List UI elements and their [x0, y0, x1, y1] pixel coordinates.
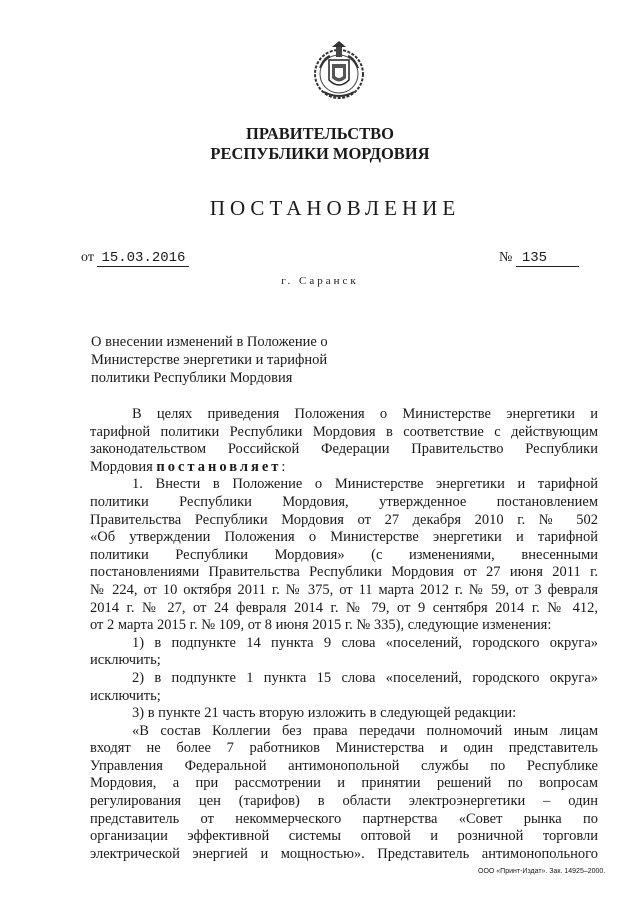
- subject-line: политики Республики Мордовия: [91, 370, 293, 386]
- date-line: [81, 250, 189, 266]
- subject-line: О внесении изменений в Положение о: [91, 334, 328, 350]
- body-line: Управления Федеральной антимонопольной службы по Республике: [90, 757, 598, 774]
- body-text: Мордовия: [90, 458, 153, 475]
- number-prefix: №: [499, 250, 513, 265]
- body-line: Правительства Республики Мордовия от 27 декабря 2010 г. № 502: [90, 511, 598, 528]
- date-value: 15.03.2016: [97, 250, 189, 267]
- resolves-keyword: постановляет: [156, 458, 282, 475]
- city-name: г. Саранск: [281, 275, 359, 287]
- body-line: входят не более 7 работников Министерства и один представитель: [90, 740, 598, 757]
- document-body: [90, 406, 598, 863]
- body-line: исключить;: [90, 652, 161, 669]
- coat-of-arms-emblem: [310, 38, 368, 102]
- body-line: организации эффективной системы оптовой и розничной торговли: [90, 828, 598, 845]
- body-line: от 2 марта 2015 г. № 109, от 8 июня 2015 г. № 335), следующие изменения:: [90, 617, 552, 634]
- document-subject: [91, 333, 391, 387]
- number-line: [499, 250, 579, 266]
- body-line: политики Республики Мордовия, утвержденное постановлением: [90, 493, 598, 510]
- body-line: Мордовия, а при рассмотрении и принятии решений по вопросам: [90, 775, 598, 792]
- body-line: представитель от некоммерческого партнерства «Совет рынка по: [90, 810, 598, 827]
- date-prefix: от: [81, 250, 94, 265]
- government-title-line2: РЕСПУБЛИКИ МОРДОВИЯ: [210, 144, 430, 163]
- body-line: 2014 г. № 27, от 24 февраля 2014 г. № 79, от 9 сентября 2014 г. № 412,: [90, 599, 598, 616]
- body-text: :: [281, 458, 286, 475]
- document-type: ПОСТАНОВЛЕНИЕ: [209, 196, 461, 220]
- body-line: регулирования цен (тарифов) в области электроэнергетики – один: [90, 793, 598, 810]
- body-line: «Об утверждении Положения о Министерстве энергетики и тарифной: [90, 529, 598, 546]
- body-line: 2) в подпункте 1 пункта 15 слова «поселений, городского округа»: [132, 669, 598, 686]
- body-line: 3) в пункте 21 часть вторую изложить в следующей редакции:: [132, 705, 517, 722]
- body-line: 1. Внести в Положение о Министерстве энергетики и тарифной: [132, 476, 598, 493]
- body-line: законодательством Российской Федерации Правительство Республики: [90, 441, 598, 458]
- body-line: [90, 459, 598, 477]
- body-line: В целях приведения Положения о Министерстве энергетики и: [132, 406, 598, 422]
- body-line: «В состав Коллегии без права передачи полномочий иным лицам: [132, 722, 598, 739]
- body-line: тарифной политики Республики Мордовия в соответствие с действующим: [90, 423, 598, 440]
- body-line: исключить;: [90, 687, 161, 704]
- body-line: 1) в подпункте 14 пункта 9 слова «поселений, городского округа»: [132, 634, 598, 651]
- body-line: постановлениями Правительства Республики Мордовия от 27 июня 2011 г.: [90, 564, 598, 581]
- print-note: ООО «Принт-Издат». Зак. 14925–2000.: [478, 868, 606, 875]
- body-line: политики Республики Мордовия» (с изменениями, внесенными: [90, 546, 598, 563]
- government-title: [0, 124, 640, 164]
- body-line: электрической энергией и мощностью». Представитель антимонопольного: [90, 845, 598, 862]
- number-value: 135: [516, 250, 579, 267]
- government-title-line1: ПРАВИТЕЛЬСТВО: [246, 124, 394, 143]
- subject-line: Министерстве энергетики и тарифной: [91, 352, 328, 368]
- body-line: № 224, от 10 октября 2011 г. № 375, от 11 марта 2012 г. № 59, от 3 февраля: [90, 581, 598, 598]
